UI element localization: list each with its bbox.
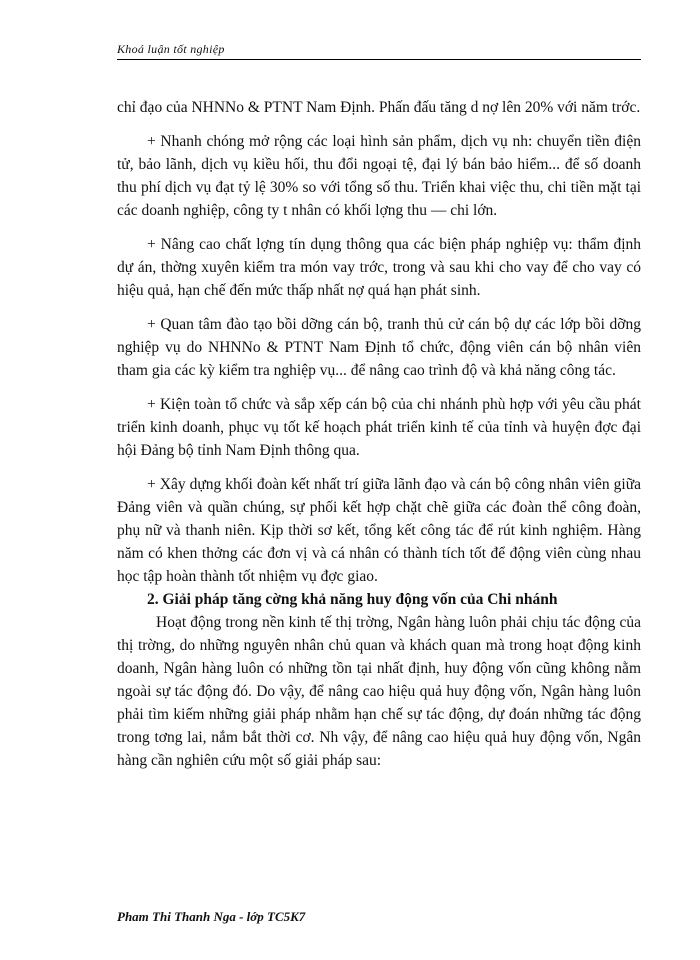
paragraph-training: + Quan tâm đào tạo bồi dỡng cán bộ, tranh thủ cử cán bộ dự các lớp bồi dỡng nghiệp vụ do NHNNo & PTNT Nam Định tổ chức, động viên cán bộ nhân viên tham gia các kỳ kiểm tra nghiệp vụ... để nâng cao trình độ và khả năng công tác. [117,316,641,379]
header-title: Khoá luận tốt nghiệp [117,42,225,56]
document-body [117,96,641,772]
paragraph-unity: + Xây dựng khối đoàn kết nhất trí giữa lãnh đạo và cán bộ công nhân viên giữa Đảng viên và quần chúng, sự phối kết hợp chặt chẽ giữa các đoàn thể công đoàn, phụ nữ và thanh niên. Kịp thời sơ kết, tổng kết công tác để rút kinh nghiệm. Hàng năm có khen thởng các đơn vị và cá nhân có thành tích tốt để động viên cùng nhau học tập hoàn thành tốt nhiệm vụ đợc giao. [117,476,641,585]
section-body: Hoạt động trong nền kinh tế thị trờng, Ngân hàng luôn phải chịu tác động của thị trờng, do những nguyên nhân chủ quan và khách quan mà trong hoạt động kinh doanh, Ngân hàng luôn có những tồn tại nhất định, huy động vốn cũng không nằm ngoài sự tác động đó. Do vậy, để nâng cao hiệu quả huy động vốn, Ngân hàng luôn phải tìm kiếm những giải pháp nhằm hạn chế sự tác động, dự đoán những tác động trong tơng lai, nắm bắt thời cơ. Nh vậy, để nâng cao hiệu quả huy động vốn, Ngân hàng cần nghiên cứu một số giải pháp sau: [117,614,641,769]
paragraph-credit-quality: + Nâng cao chất lợng tín dụng thông qua các biện pháp nghiệp vụ: thẩm định dự án, thờng xuyên kiểm tra món vay trớc, trong và sau khi cho vay để cho vay có hiệu quả, hạn chế đến mức thấp nhất nợ quá hạn phát sinh. [117,236,641,299]
page-footer [117,909,305,925]
paragraph-organization: + Kiện toàn tổ chức và sắp xếp cán bộ của chi nhánh phù hợp với yêu cầu phát triển kinh doanh, phục vụ tốt kế hoạch phát triển kinh tế của tỉnh và huyện đợc đại hội Đảng bộ tỉnh Nam Định thông qua. [117,396,641,459]
section-heading: 2. Giải pháp tăng cờng khả năng huy động vốn của Chi nhánh [147,591,558,608]
paragraph-services: + Nhanh chóng mở rộng các loại hình sản phẩm, dịch vụ nh: chuyển tiền điện tử, bảo lãnh, dịch vụ kiều hối, thu đổi ngoại tệ, đại lý bán bảo hiểm... để số doanh thu phí dịch vụ đạt tỷ lệ 30% so với tổng số thu. Triển khai việc thu, chi tiền mặt tại các doanh nghiệp, công ty t nhân có khối lợng thu — chi lớn. [117,133,641,219]
footer-author: Pham Thi Thanh Nga - lớp TC5K7 [117,909,306,924]
paragraph-continuation: chỉ đạo của NHNNo & PTNT Nam Định. Phấn đấu tăng d nợ lên 20% với năm trớc. [117,99,641,116]
page-header [117,40,641,60]
